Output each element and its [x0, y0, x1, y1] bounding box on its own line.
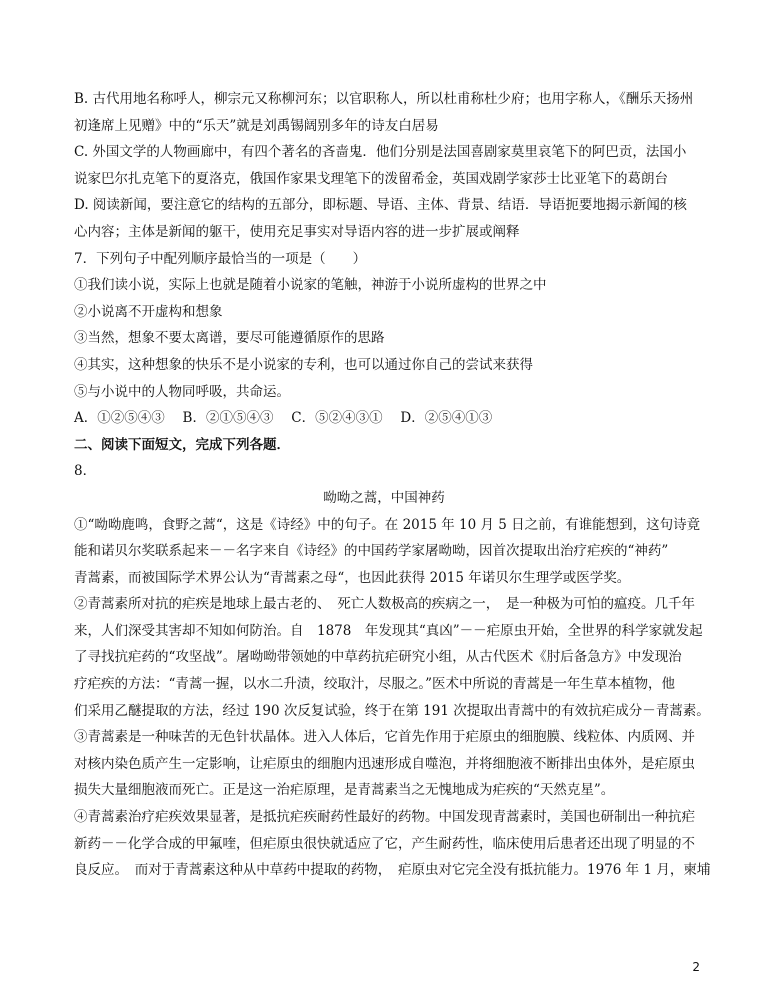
paragraph-line: 疗疟疾的方法：“青蒿一握，以水二升渍，绞取汁，尽服之。”医术中所说的青蒿是一年生草本植物，他 [74, 676, 676, 693]
paragraph-line: 对核内染色质产生一定影响，让疟原虫的细胞内迅速形成自噬泡，并将细胞液不断排出虫体外，是疟原虫 [74, 755, 695, 772]
text-line: B. 古代用地名称呼人，柳宗元又称柳河东；以官职称人，所以杜甫称杜少府；也用字称人，《酬乐天扬州 [74, 91, 694, 107]
text-line: C. 外国文学的人物画廊中，有四个著名的吝啬鬼．他们分别是法国喜剧家莫里哀笔下的阿巴贡，法国小 [74, 144, 687, 161]
sentence-3: ③当然，想象不要太离谱，要尽可能遵循原作的思路 [74, 330, 385, 347]
section-heading: 二、阅读下面短文，完成下列各题． [74, 436, 290, 453]
paragraph-line: 青蒿素，而被国际学术界公认为“青蒿素之母“，也因此获得 2015 年诺贝尔生理学或医学奖。 [74, 569, 631, 586]
text-line: D. 阅读新闻，要注意它的结构的五部分，即标题、导语、主体、背景、结语．导语扼要地揭示新闻的核 [74, 197, 687, 214]
paragraph-line: ④青蒿素治疗疟疾效果显著，是抵抗疟疾耐药性最好的药物。中国发现青蒿素时，美国也研制出一种抗疟 [74, 809, 695, 826]
paragraph-line: 了寻找抗疟药的“攻坚战”。屠呦呦带领她的中草药抗疟研究小组，从古代医术《肘后备急方》中发现治 [74, 649, 682, 666]
text-line: 初逢席上见赠》中的“乐天”就是刘禹锡阔别多年的诗友白居易 [74, 117, 439, 134]
page-number: 2 [692, 960, 700, 974]
sentence-2: ②小说离不开虚构和想象 [74, 303, 223, 320]
page-content [74, 86, 711, 884]
paragraph-line: 们采用乙醚提取的方法，经过 190 次反复试验，终于在第 191 次提取出青蒿中的有效抗疟成分－青蒿素。 [74, 702, 710, 719]
paragraph-line: ①“呦呦鹿鸣，食野之蒿“，这是《诗经》中的句子。在 2015 年 10 月 5 日之前，有谁能想到，这句诗竟 [74, 516, 701, 533]
text-line: 心内容；主体是新闻的躯干，使用充足事实对导语内容的进一步扩展或阐释 [74, 223, 520, 240]
paragraph-line: 损失大量细胞液而死亡。正是这一治疟原理，是青蒿素当之无愧地成为疟疾的“天然克星”。 [74, 782, 615, 799]
question-7: 7．下列句子中配列顺序最恰当的一项是（ ） [74, 250, 367, 267]
paragraph-line: 能和诺贝尔奖联系起来－－名字来自《诗经》的中国药学家屠呦呦，因首次提取出治疗疟疾的“神药” [74, 543, 669, 560]
sentence-4: ④其实，这种想象的快乐不是小说家的专利，也可以通过你自己的尝试来获得 [74, 356, 533, 373]
paragraph-line: 新药－－化学合成的甲氟喹，但疟原虫很快就适应了它，产生耐药性，临床使用后患者还出现了明显的不 [74, 835, 695, 852]
paragraph-line: ②青蒿素所对抗的疟疾是地球上最古老的、 死亡人数极高的疾病之一， 是一种极为可怕的瘟疫。几千年 [74, 596, 695, 613]
sentence-5: ⑤与小说中的人物同呼吸，共命运。 [74, 383, 290, 400]
paragraph-line: 来，人们深受其害却不知如何防治。自 1878 年发现其“真凶”－－疟原虫开始，全世界的科学家就发起 [74, 622, 703, 639]
question-8: 8． [74, 463, 97, 480]
text-line: 说家巴尔扎克笔下的夏洛克，俄国作家果戈理笔下的泼留希金，英国戏剧学家莎士比亚笔下的葛朗台 [74, 170, 668, 187]
article-title: 呦呦之蒿，中国神药 [323, 489, 445, 506]
paragraph-line: ③青蒿素是一种味苦的无色针状晶体。进入人体后，它首先作用于疟原虫的细胞膜、线粒体、内质网、并 [74, 729, 695, 746]
sentence-1: ①我们读小说，实际上也就是随着小说家的笔触，神游于小说所虚构的世界之中 [74, 277, 547, 294]
paragraph-line: 良反应。 而对于青蒿素这种从中草药中提取的药物， 疟原虫对它完全没有抵抗能力。1976 年 1 月，柬埔 [74, 862, 711, 879]
answer-options: A．①②⑤④③ B．②①⑤④③ C．⑤②④③① D．②⑤④①③ [74, 410, 493, 427]
